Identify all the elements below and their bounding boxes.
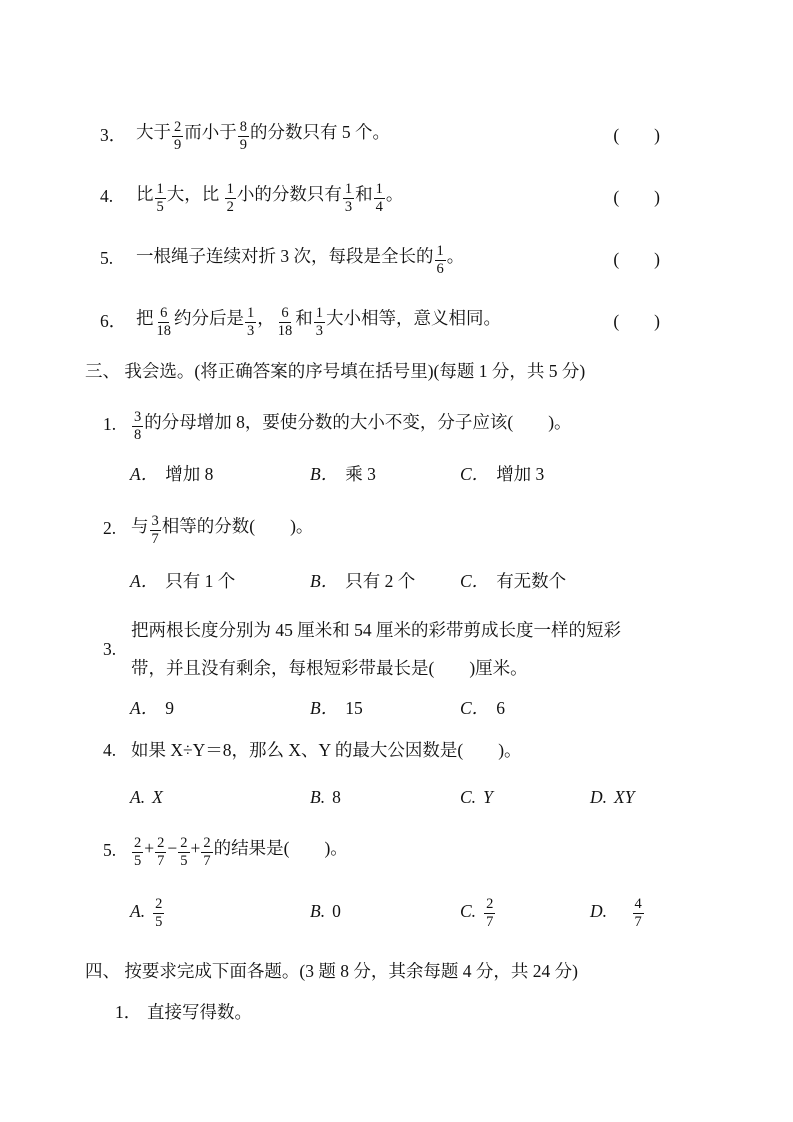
text-run: 0 <box>332 901 341 921</box>
answer-option[interactable] <box>590 894 645 928</box>
choice-question <box>103 737 665 810</box>
option-value <box>496 568 566 594</box>
option-label: B． <box>310 698 339 718</box>
option-label: C． <box>460 464 490 484</box>
answer-option[interactable] <box>310 784 460 810</box>
text-run: 8 <box>332 787 341 807</box>
question-line <box>103 501 665 555</box>
judge-item <box>100 230 660 286</box>
text-run: 与 <box>131 516 149 537</box>
fraction: $\frac{2}{9}$ <box>174 118 182 153</box>
option-value <box>496 461 544 487</box>
text-run: 约分后是 <box>174 308 244 329</box>
answer-bracket[interactable]: ( ) <box>613 310 660 331</box>
answer-bracket[interactable]: ( ) <box>613 186 660 207</box>
fraction: $\frac{2}{5}$ <box>155 895 163 930</box>
answer-option[interactable] <box>130 461 310 487</box>
fraction: $\frac{4}{7}$ <box>634 895 642 930</box>
text-run: 相等的分数( )。 <box>161 516 314 537</box>
text-run: 如果 X÷Y＝8，那么 X、Y 的最大公因数是( )。 <box>131 740 522 760</box>
judge-item <box>100 292 660 348</box>
text-run: − <box>167 838 178 859</box>
fraction: $\frac{3}{8}$ <box>134 408 142 443</box>
question-line <box>103 737 665 763</box>
option-row <box>130 695 665 721</box>
fraction: $\frac{8}{9}$ <box>239 118 247 153</box>
answer-option[interactable] <box>310 695 460 721</box>
fraction: $\frac{1}{4}$ <box>375 180 383 215</box>
answer-option[interactable] <box>310 898 460 924</box>
answer-option[interactable] <box>310 568 460 594</box>
option-row <box>130 884 665 938</box>
option-value <box>483 894 496 928</box>
option-label: D. <box>590 787 608 807</box>
text-run: 和 <box>295 308 313 329</box>
item-text <box>136 179 613 213</box>
text-run: Y <box>483 787 493 807</box>
option-value <box>496 695 505 721</box>
fraction: $\frac{2}{7}$ <box>486 895 494 930</box>
fraction: $\frac{2}{5}$ <box>180 834 188 869</box>
text-run: ， <box>257 308 275 329</box>
option-label: C. <box>460 901 477 921</box>
item-number: 4. <box>100 185 114 206</box>
section4-heading: 四、 按要求完成下面各题。(3 题 8 分，其余每题 4 分，共 24 分) <box>85 961 578 981</box>
text-run: 带，并且没有剩余，每根短彩带最长是( )厘米。 <box>131 658 528 678</box>
text-run: 小的分数只有 <box>236 184 342 205</box>
text-run: 有无数个 <box>496 571 567 591</box>
fraction: $\frac{2}{7}$ <box>157 834 165 869</box>
fraction: $\frac{2}{7}$ <box>203 834 211 869</box>
option-value <box>345 568 415 594</box>
fraction: $\frac{6}{18}$ <box>277 304 293 339</box>
option-label: B. <box>310 787 326 807</box>
option-value <box>152 894 165 928</box>
option-label: A. <box>130 787 146 807</box>
text-run: 6 <box>496 698 505 718</box>
judge-item <box>100 106 660 162</box>
choice-question <box>103 501 665 594</box>
option-value <box>332 784 341 810</box>
answer-bracket[interactable]: ( ) <box>613 124 660 145</box>
text-run: 比 <box>136 184 154 205</box>
text-run: 大于 <box>136 122 171 143</box>
section4-items <box>85 999 737 1025</box>
text-run: 把 <box>136 308 154 329</box>
text-run: 的分数只有 5 个。 <box>250 122 390 143</box>
fraction: $\frac{3}{7}$ <box>151 512 159 547</box>
question-line <box>103 397 665 451</box>
option-value <box>152 784 163 810</box>
question-text <box>131 511 665 545</box>
text-run: 大小相等，意义相同。 <box>326 308 501 329</box>
answer-option[interactable] <box>310 461 460 487</box>
answer-option[interactable] <box>130 568 310 594</box>
fraction: $\frac{6}{18}$ <box>156 304 171 339</box>
text-run: 增加 3 <box>496 464 545 484</box>
text-run <box>614 899 632 919</box>
text-run: + <box>144 838 155 859</box>
choice-question <box>103 611 665 721</box>
option-value <box>332 898 341 924</box>
question-text <box>131 407 665 441</box>
answer-option[interactable] <box>460 784 590 810</box>
fraction: $\frac{1}{3}$ <box>247 304 255 339</box>
text-run: 大，比 <box>166 184 224 205</box>
fraction: $\frac{1}{3}$ <box>344 180 353 215</box>
answer-option[interactable] <box>460 695 505 721</box>
text-run: 增加 8 <box>165 464 214 484</box>
option-row <box>130 784 665 810</box>
option-value <box>614 784 634 810</box>
option-label: D. <box>590 901 608 921</box>
item-number: 3． <box>100 124 127 145</box>
fraction: $\frac{1}{2}$ <box>226 180 234 215</box>
answer-option[interactable] <box>460 461 544 487</box>
choice-section <box>103 397 665 938</box>
option-value <box>483 784 493 810</box>
question-line <box>103 611 665 687</box>
text-run: 的分母增加 8，要使分数的大小不变，分子应该( )。 <box>144 412 572 433</box>
choice-question <box>103 397 665 487</box>
option-value <box>345 695 363 721</box>
item-number: 6． <box>100 310 127 331</box>
answer-option[interactable] <box>460 894 590 928</box>
text-run: 。 <box>385 184 404 205</box>
option-label: A． <box>130 571 159 591</box>
text-run: 把两根长度分别为 45 厘米和 54 厘米的彩带剪成长度一样的短彩 <box>131 620 621 640</box>
option-label: C. <box>460 787 477 807</box>
text-run: 15 <box>345 698 363 718</box>
text-run: + <box>190 838 201 859</box>
text-run: 只有 1 个 <box>165 571 236 591</box>
text-run: 只有 2 个 <box>345 571 416 591</box>
answer-option[interactable] <box>130 894 310 928</box>
fraction: $\frac{1}{3}$ <box>315 304 323 339</box>
text-run: X <box>152 787 163 807</box>
item-text <box>136 303 613 337</box>
option-label: A. <box>130 901 146 921</box>
section4-item <box>115 999 737 1025</box>
text-run: 和 <box>355 184 373 205</box>
question-number: 1. <box>103 414 117 434</box>
fraction: $\frac{1}{6}$ <box>436 242 444 277</box>
option-label: B． <box>310 464 339 484</box>
option-value <box>614 894 645 928</box>
judge-section <box>85 106 737 348</box>
question-line <box>103 823 665 877</box>
option-row <box>130 461 665 487</box>
judge-item <box>100 168 660 224</box>
question-text <box>131 833 665 867</box>
answer-option[interactable] <box>590 784 634 810</box>
text-run: 。 <box>446 246 465 267</box>
choice-question <box>103 823 665 938</box>
text-run: 乘 3 <box>345 464 376 484</box>
answer-option[interactable] <box>460 568 566 594</box>
section3-heading: 三、 我会选。(将正确答案的序号填在括号里)(每题 1 分，共 5 分) <box>85 361 586 381</box>
option-value <box>165 461 213 487</box>
question-number: 5. <box>103 840 117 860</box>
item-text <box>136 117 613 151</box>
answer-option[interactable] <box>130 784 310 810</box>
option-value <box>165 568 235 594</box>
option-value <box>345 461 376 487</box>
answer-bracket[interactable]: ( ) <box>613 248 660 269</box>
text-run: 的结果是( )。 <box>213 838 348 859</box>
item-text: 直接写得数。 <box>147 1002 252 1022</box>
option-label: B. <box>310 901 326 921</box>
option-label: A． <box>130 698 159 718</box>
question-text <box>131 737 665 763</box>
question-number: 2. <box>103 518 117 538</box>
answer-option[interactable] <box>130 695 310 721</box>
text-run: 9 <box>165 698 174 718</box>
question-text <box>131 611 665 687</box>
option-value <box>165 695 174 721</box>
text-run: 而小于 <box>184 122 237 143</box>
item-text <box>136 241 613 275</box>
item-number: 5. <box>100 247 114 268</box>
fraction: $\frac{1}{5}$ <box>156 180 164 215</box>
fraction: $\frac{2}{5}$ <box>134 834 142 869</box>
text-run: XY <box>614 787 635 807</box>
question-number: 3. <box>103 639 117 659</box>
item-number: 1． <box>115 1002 142 1022</box>
text-run: 一根绳子连续对折 3 次，每段是全长的 <box>136 246 434 267</box>
option-label: B． <box>310 571 339 591</box>
option-row <box>130 568 665 594</box>
option-label: C． <box>460 571 490 591</box>
question-number: 4. <box>103 740 117 760</box>
option-label: C． <box>460 698 490 718</box>
option-label: A． <box>130 464 159 484</box>
